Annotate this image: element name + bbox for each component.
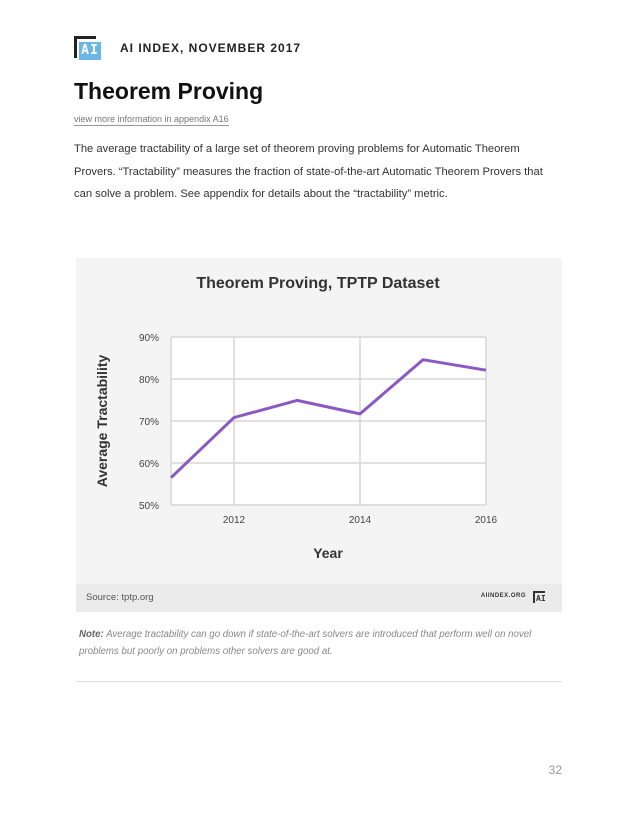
page-number: 32 <box>548 763 562 777</box>
x-axis-ticks <box>223 515 498 526</box>
x-tick-label: 2016 <box>474 515 498 526</box>
y-tick-label: 90% <box>138 333 159 344</box>
y-axis-label: Average Tractability <box>94 354 110 488</box>
x-axis-label: Year <box>313 545 343 561</box>
report-title: AI INDEX, NOVEMBER 2017 <box>120 41 302 55</box>
y-tick-label: 80% <box>138 375 159 386</box>
chart-source: Source: tptp.org <box>86 592 154 603</box>
logo-text: AI <box>79 42 101 60</box>
chart-card <box>76 258 562 612</box>
ai-index-logo <box>74 36 101 60</box>
divider <box>76 681 562 682</box>
line-chart <box>76 258 562 584</box>
chart-title: Theorem Proving, TPTP Dataset <box>196 275 440 292</box>
appendix-link[interactable]: view more information in appendix A16 <box>74 114 229 124</box>
page-header <box>74 36 301 60</box>
page-title: Theorem Proving <box>74 78 264 104</box>
y-tick-label: 60% <box>138 459 159 470</box>
section-description: The average tractability of a large set of theorem proving problems for Automatic Theorem Provers. “Tractability” measures the fraction of state-of-the-art Automatic Theorem Provers that can solve a problem. See appendix for details about the “tractability” metric. <box>74 143 543 200</box>
x-tick-label: 2014 <box>348 515 372 526</box>
y-tick-label: 50% <box>138 501 159 512</box>
brand-url: AIINDEX.ORG <box>480 593 526 599</box>
mini-ai-logo <box>533 591 549 606</box>
chart-note <box>79 626 559 660</box>
x-tick-label: 2012 <box>222 515 246 526</box>
note-label: Note: <box>79 629 104 640</box>
y-axis-ticks <box>139 333 159 512</box>
note-text: Average tractability can go down if state-of-the-art solvers are introduced that perform well on novel problems but poorly on problems other solvers are good at. <box>79 629 532 657</box>
chart-footer <box>76 584 562 612</box>
mini-logo-text: AI <box>536 594 546 603</box>
y-tick-label: 70% <box>138 417 159 428</box>
